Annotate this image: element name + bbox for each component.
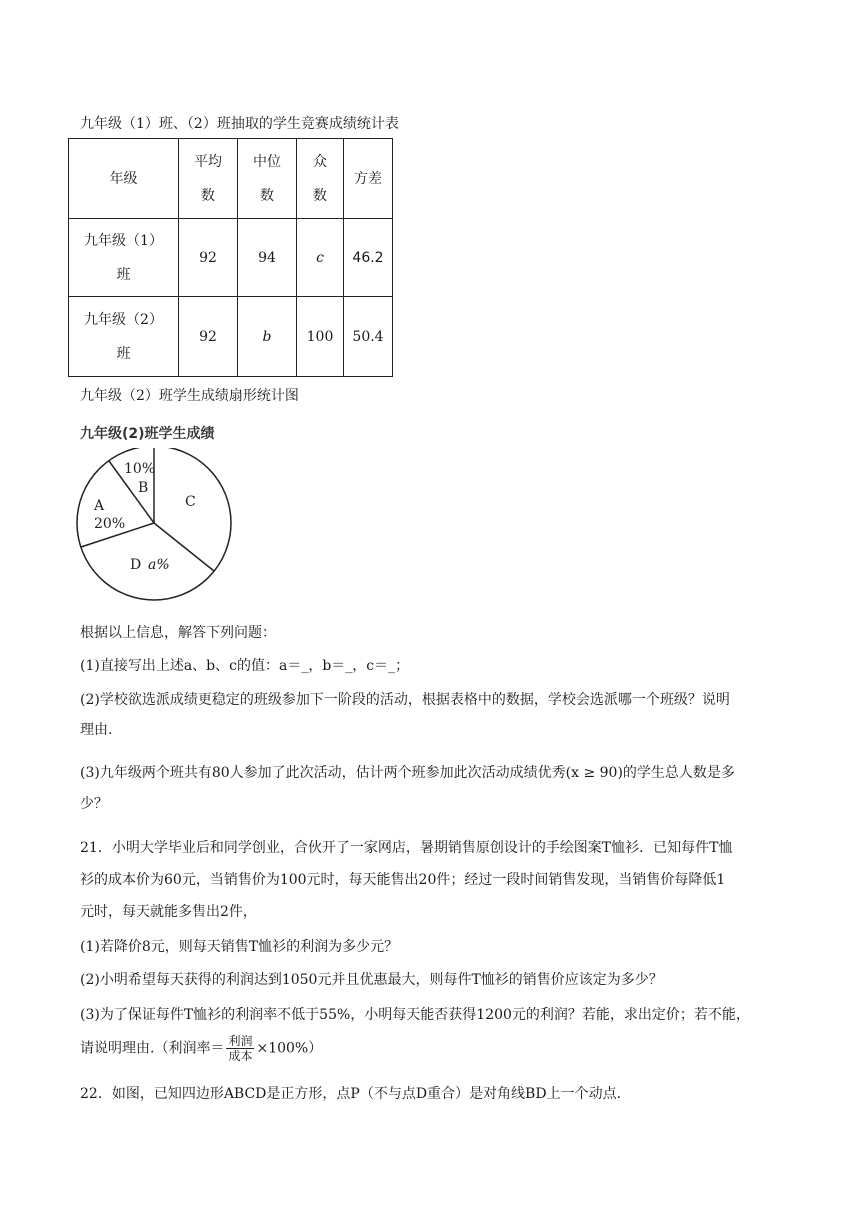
row2-mode: 100	[297, 297, 344, 377]
fraction-denominator: 成本	[228, 1049, 253, 1063]
questions-intro: 根据以上信息，解答下列问题：	[80, 625, 276, 641]
problem21-sub3-post: ×100%）	[256, 1040, 323, 1057]
question-2-line1: (2)学校欲选派成绩更稳定的班级参加下一阶段的活动，根据表格中的数据，学校会选派哪一个班级？说明	[80, 692, 730, 708]
question-3-line1: (3)九年级两个班共有80人参加了此次活动，估计两个班参加此次活动成绩优秀(x ≥ 90)的学生总人数是多	[80, 765, 735, 781]
question-3-line2: 少？	[80, 796, 108, 812]
slice-label-c: C	[185, 494, 196, 510]
row2-variance: 50.4	[344, 297, 393, 377]
header-median-text: 中位 数	[253, 153, 281, 204]
table-row	[69, 219, 393, 297]
problem22: 22．如图，已知四边形ABCD是正方形，点P（不与点D重合）是对角线BD上一个动点.	[80, 1086, 622, 1102]
statistics-table	[68, 138, 393, 377]
row1-median: 94	[238, 219, 297, 297]
header-mean-text: 平均 数	[194, 153, 222, 204]
problem21-sub1: (1)若降价8元，则每天销售T恤衫的利润为多少元？	[80, 939, 399, 955]
question-2-line2: 理由.	[80, 722, 113, 738]
header-mean	[179, 139, 238, 219]
slice-label-d: D	[130, 557, 142, 573]
row1-mean: 92	[179, 219, 238, 297]
slice-label-b-value: 10%	[124, 461, 156, 477]
slice-label-a-value: 20%	[94, 516, 126, 532]
table-caption: 九年级（1）班、（2）班抽取的学生竞赛成绩统计表	[80, 116, 399, 132]
fraction-numerator: 利润	[228, 1034, 253, 1048]
problem21-sub3-line2	[80, 1034, 322, 1063]
table-row	[69, 297, 393, 377]
row1-mode: c	[297, 219, 344, 297]
header-median	[238, 139, 297, 219]
slice-label-d-value: a%	[148, 557, 170, 573]
problem21-sub3-line1: (3)为了保证每件T恤衫的利润率不低于55%，小明每天能否获得1200元的利润？若能，求出定价；若不能，	[80, 1007, 750, 1023]
profit-rate-fraction	[226, 1034, 254, 1063]
row2-mean: 92	[179, 297, 238, 377]
pie-caption: 九年级（2）班学生成绩扇形统计图	[80, 388, 299, 404]
problem21-line3: 元时，每天就能多售出2件，	[80, 904, 257, 920]
header-mode	[297, 139, 344, 219]
table-header-row	[69, 139, 393, 219]
row1-grade: 九年级（1） 班	[69, 219, 179, 297]
slice-label-a: A	[94, 498, 105, 514]
pie-chart	[72, 448, 242, 608]
problem21-sub3-pre: 请说明理由.（利润率＝	[80, 1040, 225, 1057]
row2-median: b	[238, 297, 297, 377]
header-grade: 年级	[69, 139, 179, 219]
problem21-line1: 21．小明大学毕业后和同学创业，合伙开了一家网店，暑期销售原创设计的手绘图案T恤衫．已知每件T恤	[80, 840, 733, 856]
slice-label-b: B	[138, 480, 149, 496]
problem21-line2: 衫的成本价为60元，当销售价为100元时，每天能售出20件；经过一段时间销售发现，当销售价每降低1	[80, 872, 726, 888]
row1-variance: 46.2	[344, 219, 393, 297]
header-variance: 方差	[344, 139, 393, 219]
question-1: (1)直接写出上述a、b、c的值：a＝_，b＝_，c＝_；	[80, 658, 410, 674]
row2-grade: 九年级（2） 班	[69, 297, 179, 377]
header-mode-text: 众 数	[313, 153, 327, 204]
chart-title: 九年级(2)班学生成绩	[80, 426, 215, 442]
problem21-sub2: (2)小明希望每天获得的利润达到1050元并且优惠最大，则每件T恤衫的销售价应该定为多少？	[80, 972, 663, 988]
